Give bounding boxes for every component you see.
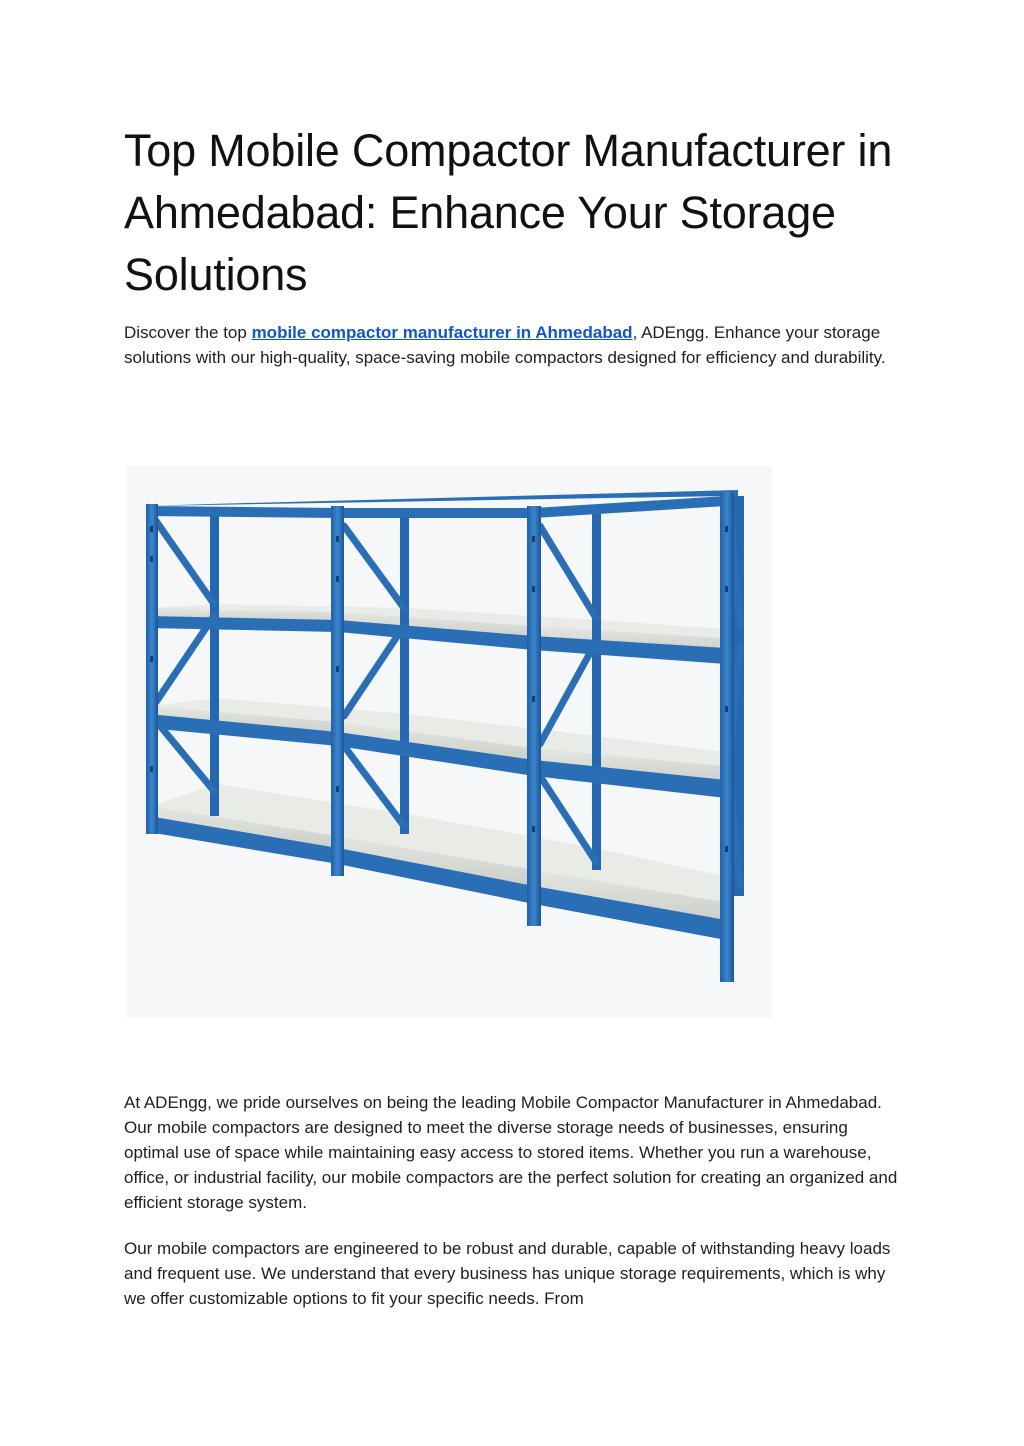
- intro-paragraph: [124, 320, 904, 370]
- intro-text-after-link: , ADEngg. Enhance your storage solutions with our high-quality, space-saving mobile compactors designed for efficiency and durability.: [124, 323, 886, 367]
- mobile-compactor-link[interactable]: mobile compactor manufacturer in Ahmedabad: [251, 323, 633, 342]
- body-paragraph-2: Our mobile compactors are engineered to be robust and durable, capable of withstanding heavy loads and frequent use. We understand that every business has unique storage requirements, which is why we offer customizable options to fit your specific needs. From: [124, 1239, 891, 1308]
- body-paragraph-1: At ADEngg, we pride ourselves on being the leading Mobile Compactor Manufacturer in Ahmedabad. Our mobile compactors are designed to meet the diverse storage needs of businesses, ensuring optimal use of space while maintaining easy access to stored items. Whether you run a warehouse, office, or industrial facility, our mobile compactors are the perfect solution for creating an organized and efficient storage system.: [124, 1093, 898, 1212]
- blue-steel-shelving-rack-icon: [126, 466, 772, 1018]
- top-beams: [148, 490, 738, 518]
- shelving-rack-image: [126, 466, 772, 1018]
- page-title: Top Mobile Compactor Manufacturer in Ahmedabad: Enhance Your Storage Solutions: [124, 125, 893, 300]
- intro-text-before-link: Discover the top: [124, 323, 252, 342]
